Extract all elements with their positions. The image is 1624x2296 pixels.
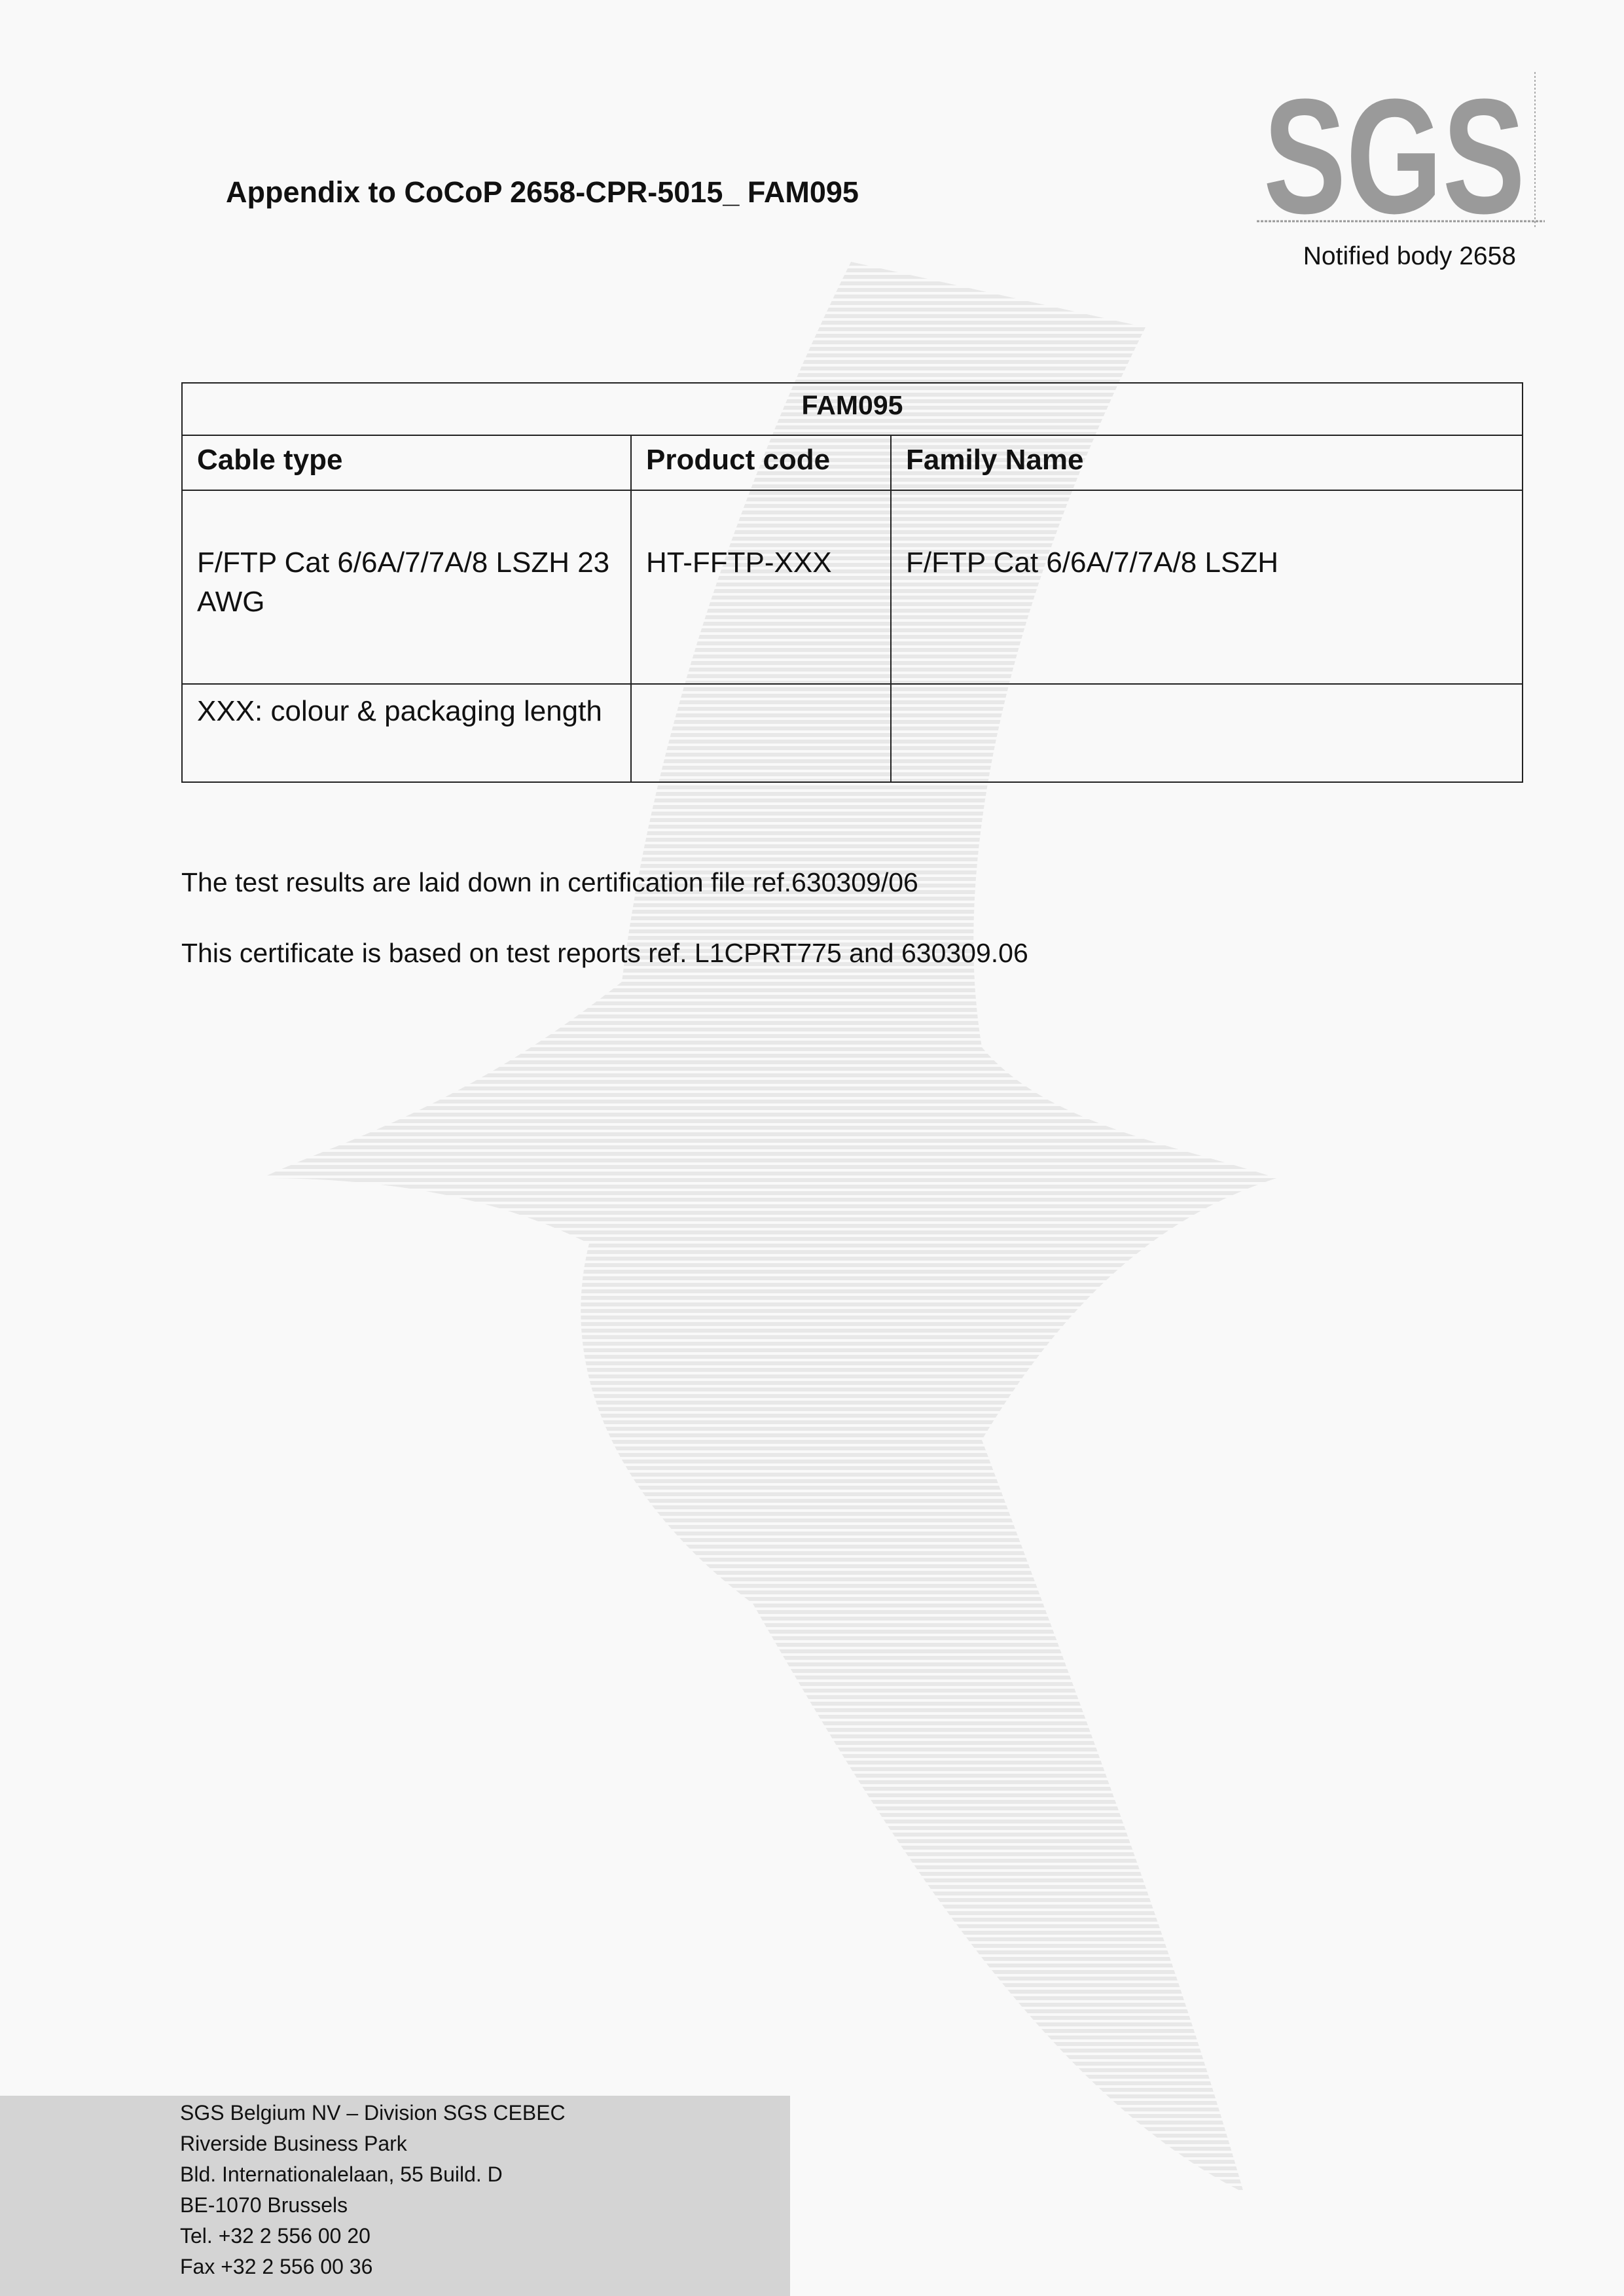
table-row xyxy=(182,684,1523,782)
column-header: Family Name xyxy=(891,435,1523,490)
certification-file-text: The test results are laid down in certification file ref.630309/06 xyxy=(181,867,918,897)
table-row xyxy=(182,490,1523,684)
footer-line: Fax +32 2 556 00 36 xyxy=(180,2255,373,2278)
footer-line: BE-1070 Brussels xyxy=(180,2193,348,2217)
footer-line: Bld. Internationalelaan, 55 Build. D xyxy=(180,2162,503,2186)
sgs-logo xyxy=(1257,65,1545,247)
table-cell xyxy=(891,684,1523,782)
footer-line: Tel. +32 2 556 00 20 xyxy=(180,2224,370,2248)
column-header: Cable type xyxy=(182,435,631,490)
table-cell: F/FTP Cat 6/6A/7/7A/8 LSZH xyxy=(891,490,1523,684)
family-header: FAM095 xyxy=(182,383,1523,435)
footer-line: Riverside Business Park xyxy=(180,2132,407,2155)
product-table xyxy=(181,382,1523,783)
notified-body: Notified body 2658 xyxy=(1303,242,1516,270)
footer-address-box xyxy=(0,2096,790,2296)
table-cell: F/FTP Cat 6/6A/7/7A/8 LSZH 23 AWG xyxy=(182,490,631,684)
table-cell: HT-FFTP-XXX xyxy=(631,490,891,684)
column-header: Product code xyxy=(631,435,891,490)
page-title: Appendix to CoCoP 2658-CPR-5015_ FAM095 xyxy=(226,175,859,209)
table-cell: XXX: colour & packaging length xyxy=(182,684,631,782)
test-reports-text: This certificate is based on test reports ref. L1CPRT775 and 630309.06 xyxy=(181,938,1028,968)
table-cell xyxy=(631,684,891,782)
svg-text:SGS: SGS xyxy=(1263,65,1525,247)
footer-line: SGS Belgium NV – Division SGS CEBEC xyxy=(180,2101,566,2125)
